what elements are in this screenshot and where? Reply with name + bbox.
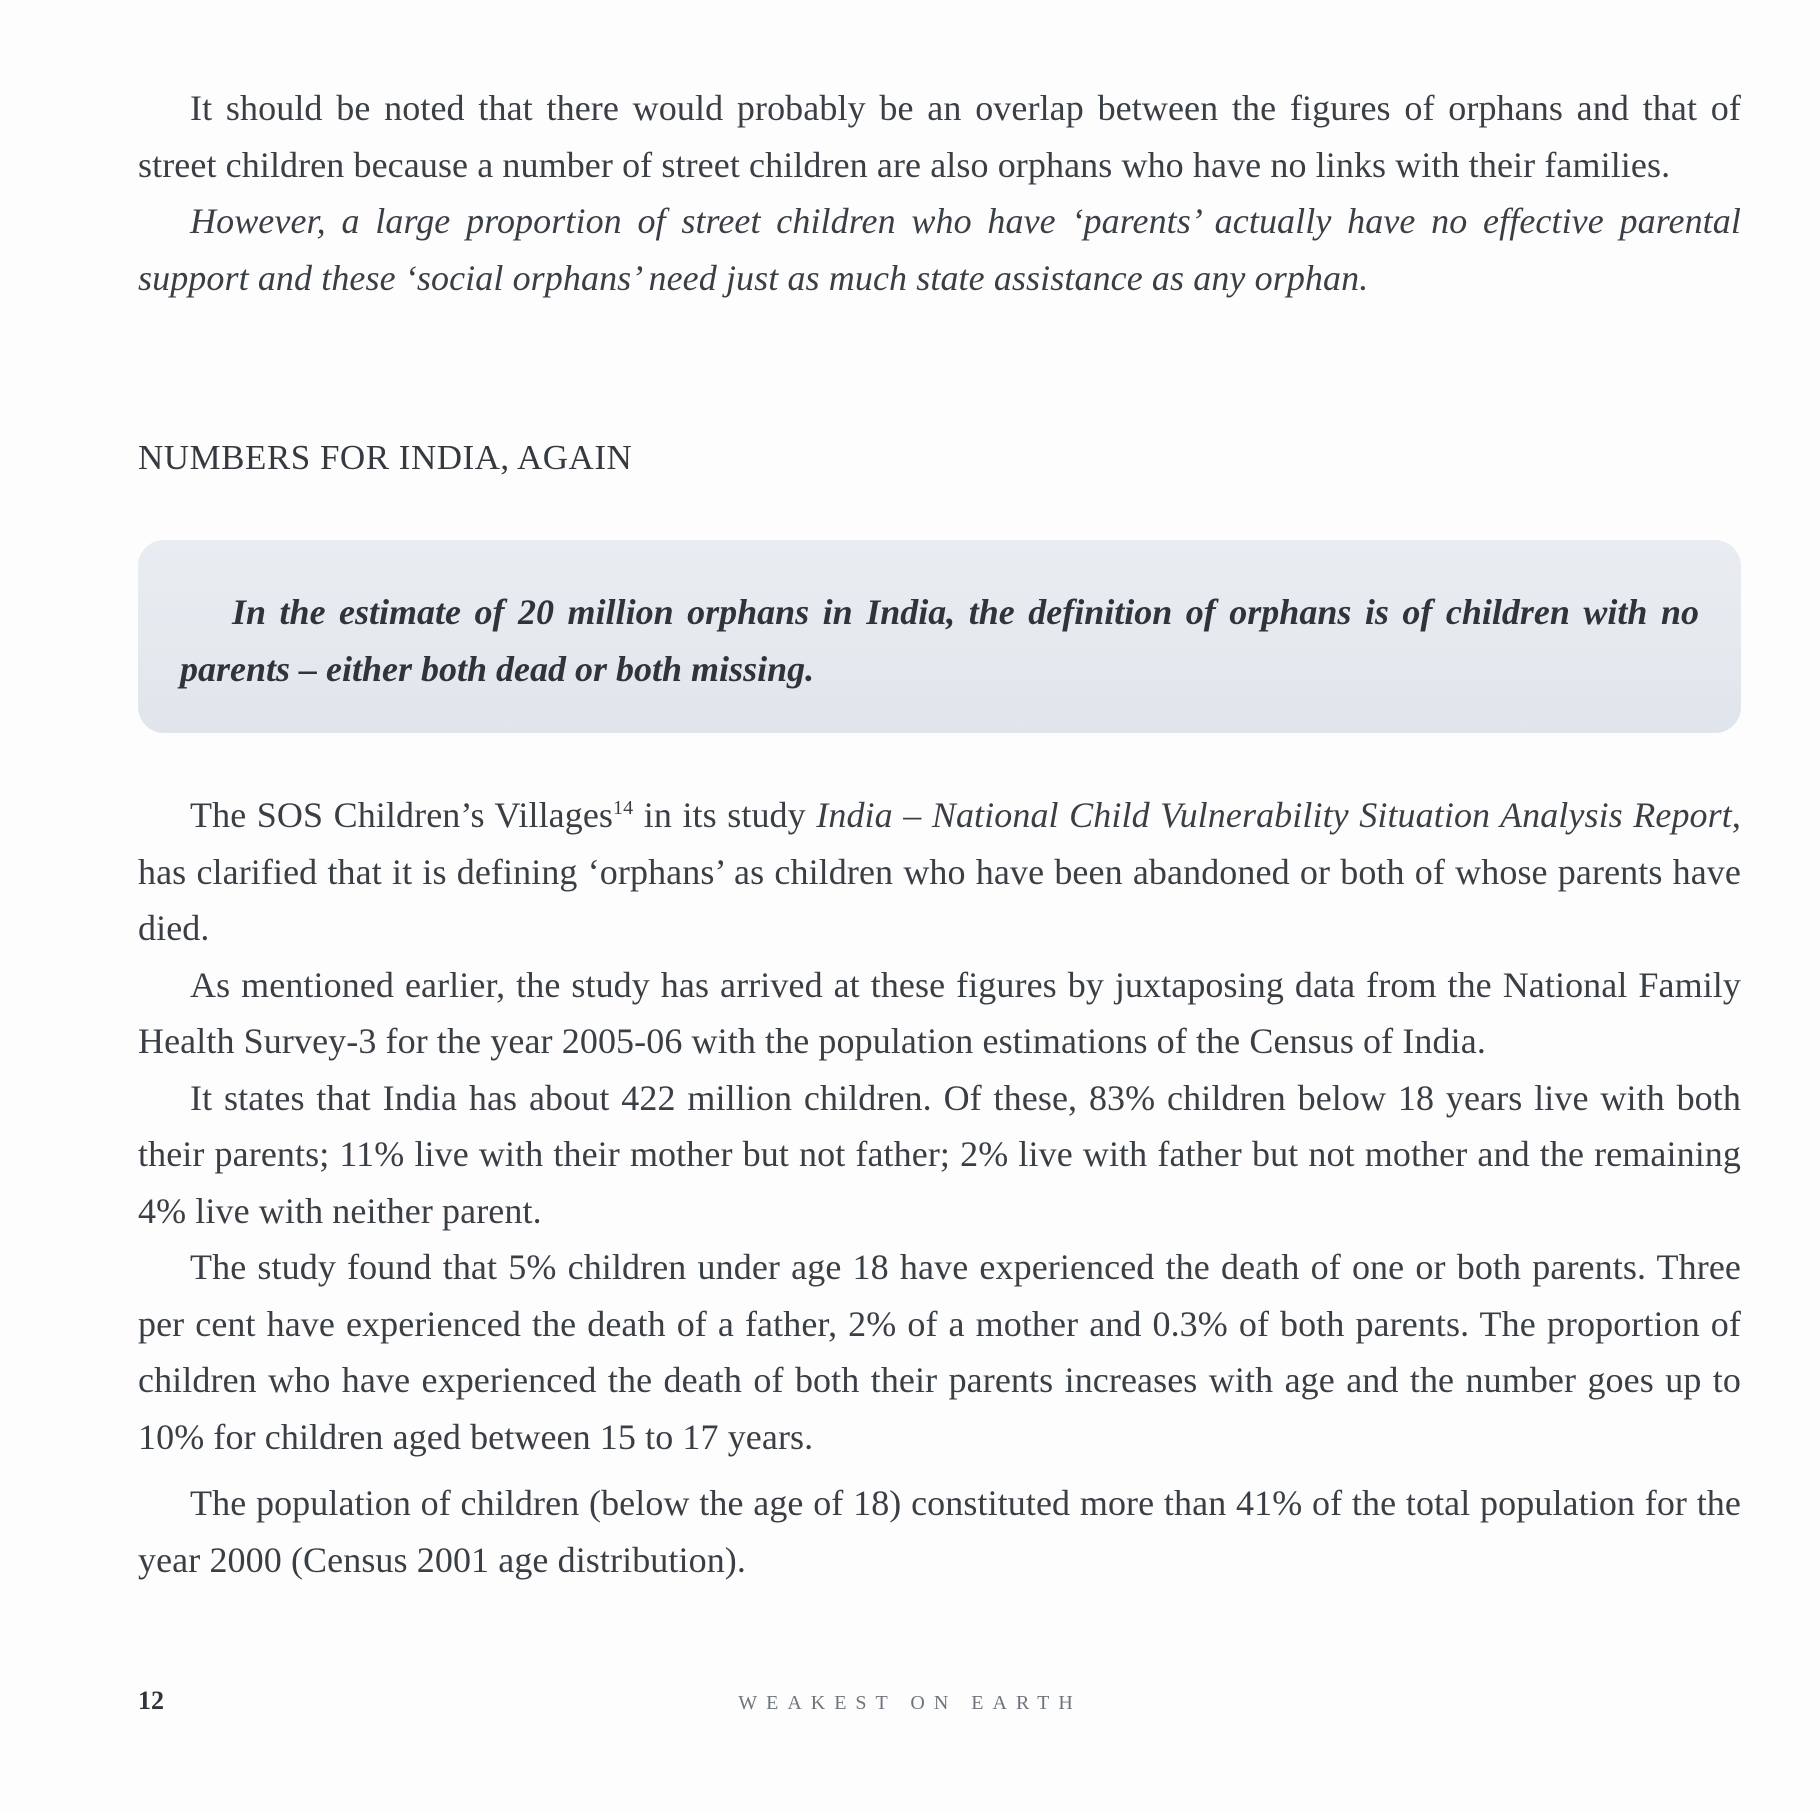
- running-title: WEAKEST ON EARTH: [738, 1692, 1082, 1714]
- population-section: [138, 1475, 1741, 1588]
- paragraph-sos-study: [138, 787, 1741, 957]
- section-heading: NUMBERS FOR INDIA, AGAIN: [138, 438, 633, 477]
- page-number: 12: [138, 1686, 164, 1715]
- paragraph-living-arrangements: It states that India has about 422 million children. Of these, 83% children below 18 years live with both their parents; 11% live with their mother but not father; 2% live with father but not mother and the remaining 4% live with neither parent.: [138, 1077, 1741, 1231]
- paragraph-overlap-note: It should be noted that there would probably be an overlap between the figures of orphans and that of street children because a number of street children are also orphans who have no links with their families.: [138, 88, 1741, 185]
- paragraph-parental-death: The study found that 5% children under age 18 have experienced the death of one or both parents. Three per cent have experienced the death of a father, 2% of a mother and 0.3% of both parents. The proportion of children who have experienced the death of both their parents increases with age and the number goes up to 10% for children aged between 15 to 17 years.: [138, 1247, 1741, 1457]
- intro-section: [138, 80, 1741, 306]
- callout-box: [138, 540, 1741, 733]
- sos-study-text-a: The SOS Children’s Villages: [190, 795, 614, 835]
- sos-study-text-c: , has clarified that it is defining ‘orphans’ as children who have been abandoned or both of whose parents have died.: [138, 795, 1741, 948]
- paragraph-social-orphans: However, a large proportion of street children who have ‘parents’ actually have no effective parental support and these ‘social orphans’ need just as much state assistance as any orphan.: [138, 201, 1741, 298]
- footnote-ref: 14: [613, 797, 634, 819]
- study-title: India – National Child Vulnerability Situation Analysis Report: [816, 795, 1732, 835]
- sos-study-text-b: in its study: [633, 795, 817, 835]
- paragraph-methodology: As mentioned earlier, the study has arrived at these figures by juxtaposing data from the National Family Health Survey-3 for the year 2005-06 with the population estimations of the Census of India.: [138, 964, 1741, 1061]
- paragraph-population: The population of children (below the age of 18) constituted more than 41% of the total population for the year 2000 (Census 2001 age distribution).: [138, 1483, 1741, 1580]
- callout-text: In the estimate of 20 million orphans in India, the definition of orphans is of children with no parents – either both dead or both missing.: [180, 592, 1699, 689]
- study-section: [138, 787, 1741, 1465]
